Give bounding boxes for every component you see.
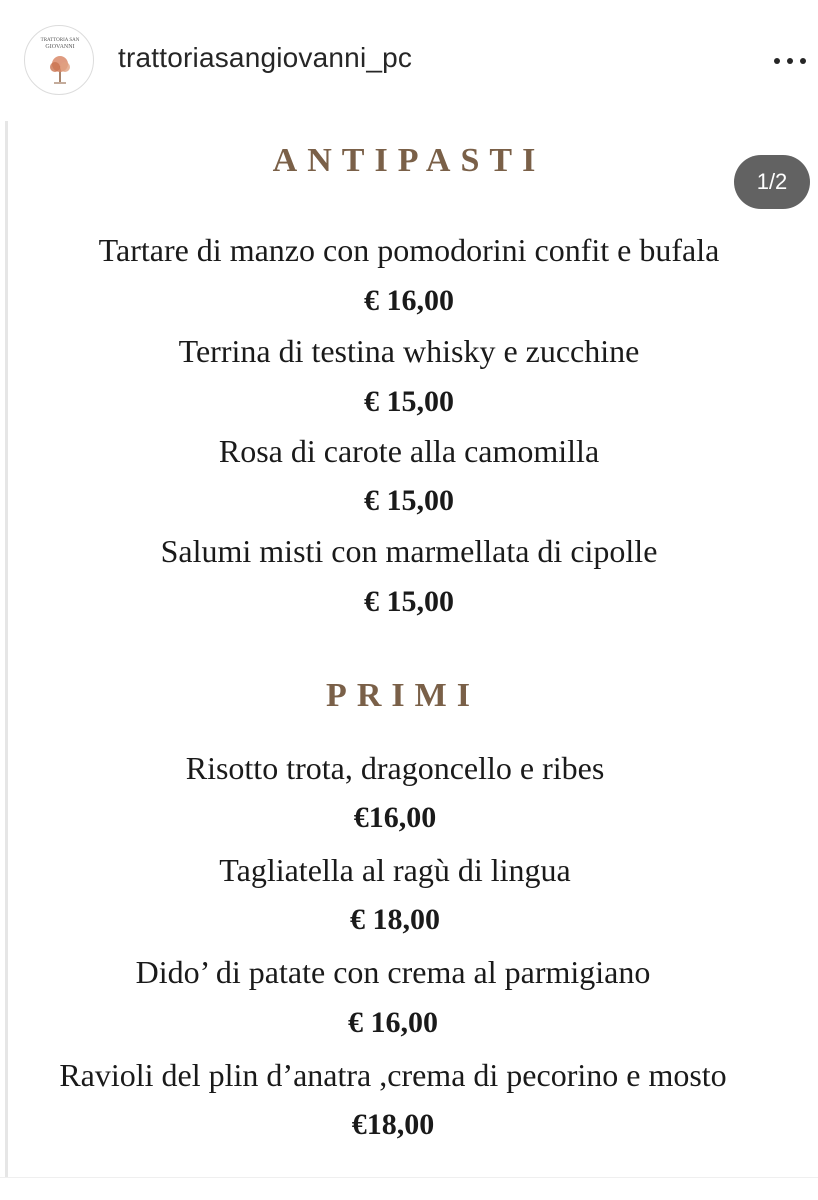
menu-item-price: €16,00 [353,801,437,834]
menu-item-price: € 15,00 [364,385,454,418]
menu-item-price: € 18,00 [350,903,440,936]
section-title-primi: PRIMI [326,677,480,714]
menu-item-name: Ravioli del plin d’anatra ,crema di pecorino e mosto [59,1057,727,1093]
menu-item-price: € 16,00 [364,284,454,317]
svg-text:TRATTORIA SAN: TRATTORIA SAN [40,38,80,43]
menu-item-name: Tartare di manzo con pomodorini confit e bufala [98,232,720,268]
menu-item-price: € 15,00 [364,585,454,618]
menu-item-price: €18,00 [351,1108,435,1141]
section-title-antipasti: ANTIPASTI [272,142,546,179]
username-link[interactable]: trattoriasangiovanni_pc [118,42,413,73]
menu-item-price: € 15,00 [364,484,454,517]
menu-item-name: Salumi misti con marmellata di cipolle [160,533,658,569]
menu-item-name: Dido’ di patate con crema al parmigiano [135,954,651,990]
avatar[interactable] [24,25,94,95]
menu-item-name: Tagliatella al ragù di lingua [219,852,571,888]
tree-logo-icon [25,26,94,95]
carousel-page-counter: 1/2 [734,155,810,209]
post-bottom-edge [0,1177,818,1200]
menu-item-price: € 16,00 [348,1006,438,1039]
svg-text:GIOVANNI: GIOVANNI [45,44,75,50]
menu-item-name: Terrina di testina whisky e zucchine [178,333,640,369]
post-header [0,0,818,120]
menu-item-name: Rosa di carote alla camomilla [218,433,600,469]
menu-item-name: Risotto trota, dragoncello e ribes [185,750,605,786]
more-options-icon[interactable] [772,46,808,76]
